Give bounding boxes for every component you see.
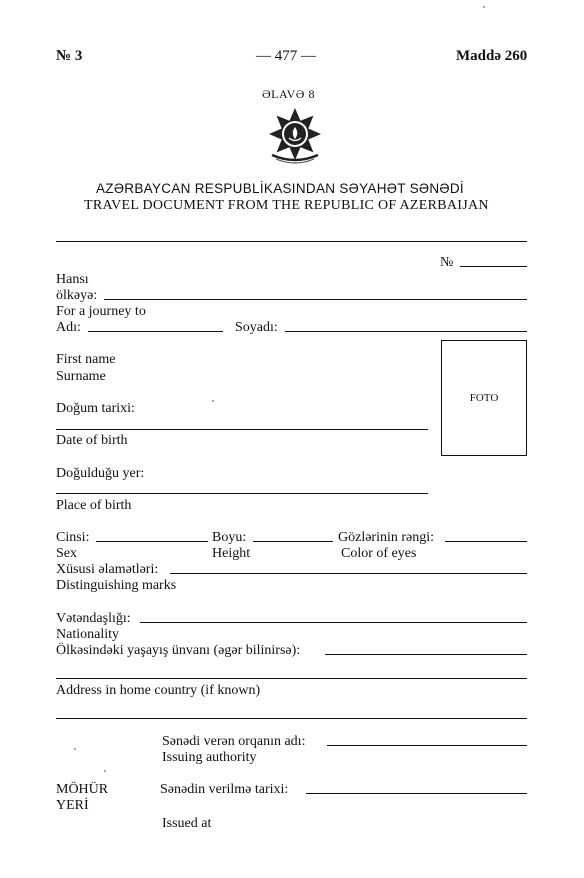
top-rule (56, 241, 527, 242)
surname-en: Surname (56, 369, 106, 384)
sex-field[interactable] (96, 541, 208, 542)
nationality-en: Nationality (56, 627, 119, 642)
stamp-label-1: MÖHÜR (56, 782, 109, 797)
page-number-left: № 3 (56, 48, 83, 64)
name-field[interactable] (88, 331, 223, 332)
page-number-center: — 477 — (256, 48, 316, 64)
dob-field[interactable] (56, 429, 428, 430)
pob-en: Place of birth (56, 498, 132, 513)
country-label-2: ölkəyə: (56, 288, 98, 303)
marks-label: Xüsusi əlamətləri: (56, 562, 159, 577)
country-label-en: For a journey to (56, 304, 146, 319)
appendix-label: ƏLAVƏ 8 (262, 87, 315, 101)
height-field[interactable] (253, 541, 333, 542)
scan-speck (212, 400, 214, 402)
photo-box (441, 340, 527, 456)
address-field-line2[interactable] (56, 678, 527, 679)
sex-label: Cinsi: (56, 530, 90, 545)
document-title-en: TRAVEL DOCUMENT FROM THE REPUBLIC OF AZERBAIJAN (84, 198, 489, 213)
name-label: Adı: (56, 320, 81, 335)
scan-speck (74, 748, 76, 750)
coat-of-arms-icon (266, 107, 324, 165)
address-field[interactable] (325, 654, 527, 655)
dob-en: Date of birth (56, 433, 128, 448)
marks-field[interactable] (170, 573, 527, 574)
stamp-label-2: YERİ (56, 798, 89, 813)
eyes-en: Color of eyes (341, 546, 417, 561)
eyes-label: Gözlərinin rəngi: (338, 530, 435, 545)
scan-speck (483, 6, 485, 8)
height-en: Height (212, 546, 251, 561)
pob-field[interactable] (56, 493, 428, 494)
country-label-1: Hansı (56, 272, 89, 287)
height-label: Boyu: (212, 530, 247, 545)
first-name-en: First name (56, 352, 116, 367)
eyes-field[interactable] (445, 541, 527, 542)
issue-date-label: Sənədin verilmə tarixi: (160, 782, 289, 797)
article-number: Maddə 260 (456, 48, 528, 64)
address-label: Ölkəsindəki yaşayış ünvanı (əgər bilinirsə): (56, 643, 301, 658)
issue-date-field[interactable] (306, 793, 527, 794)
sex-en: Sex (56, 546, 77, 561)
authority-label: Sənədi verən orqanın adı: (162, 734, 306, 749)
authority-en: Issuing authority (162, 750, 257, 765)
number-field[interactable] (460, 266, 527, 267)
dob-label: Doğum tarixi: (56, 401, 135, 416)
pob-label: Doğulduğu yer: (56, 466, 145, 481)
number-label: № (440, 255, 454, 270)
nationality-field[interactable] (140, 622, 527, 623)
scan-speck (104, 770, 106, 772)
surname-field[interactable] (285, 331, 527, 332)
country-field[interactable] (104, 299, 527, 300)
issued-at-en: Issued at (162, 816, 212, 831)
photo-label: FOTO (469, 392, 499, 404)
address-en: Address in home country (if known) (56, 683, 261, 698)
address-field-line3[interactable] (56, 718, 527, 719)
document-title-az: AZƏRBAYCAN RESPUBLİKASINDAN SƏYAHƏT SƏNƏDİ (96, 181, 464, 196)
surname-label: Soyadı: (235, 320, 278, 335)
nationality-label: Vətəndaşlığı: (56, 611, 131, 626)
marks-en: Distinguishing marks (56, 578, 177, 593)
authority-field[interactable] (327, 745, 527, 746)
